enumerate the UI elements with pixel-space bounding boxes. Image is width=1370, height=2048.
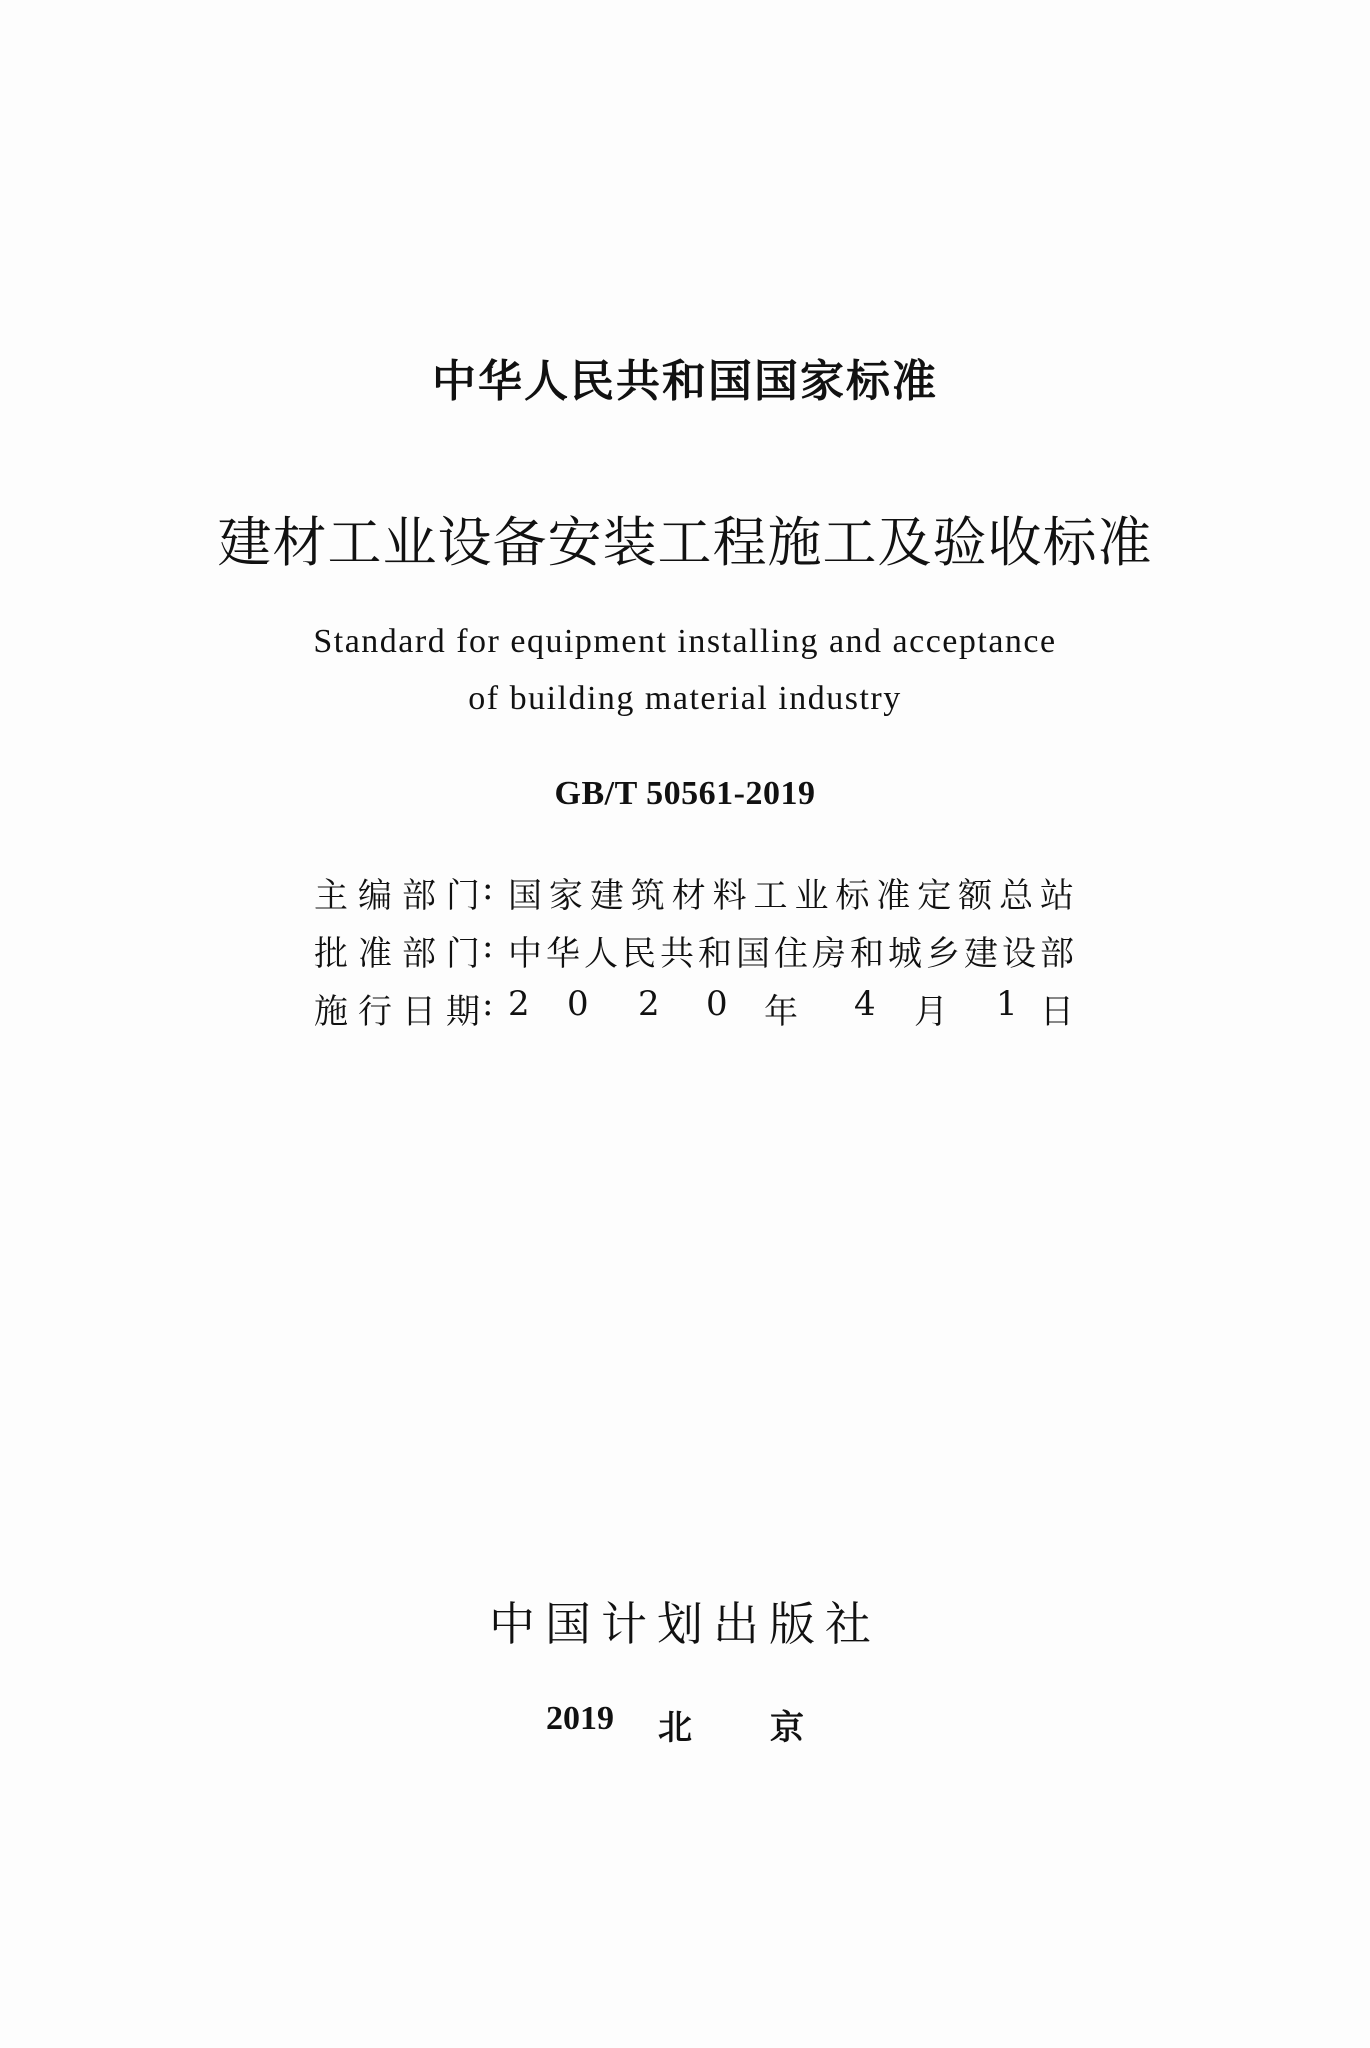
date-part: 日 xyxy=(1040,992,1074,1032)
approval-label: 批准部门 xyxy=(314,934,480,974)
date-part: 0 xyxy=(567,984,589,1024)
publication-city-char-2: 京 xyxy=(770,1708,804,1748)
effective-date-value xyxy=(508,984,1074,1034)
chief-editor-label: 主编部门 xyxy=(314,876,480,916)
publisher-name: 中国计划出版社 xyxy=(489,1597,881,1651)
date-part: 2 xyxy=(508,984,530,1024)
publication-year: 2019 xyxy=(546,1700,614,1737)
effective-date-label: 施行日期 xyxy=(314,992,480,1032)
date-part: 2 xyxy=(638,984,660,1024)
standard-code: GB/T 50561-2019 xyxy=(554,775,816,812)
english-title-line-1: Standard for equipment installing and acceptance xyxy=(313,623,1057,660)
date-part: 0 xyxy=(706,984,728,1024)
colon: : xyxy=(482,984,494,1024)
publication-city-char-1: 北 xyxy=(658,1708,692,1748)
effective-date-row xyxy=(314,984,1074,1034)
chief-editor-value: 国家建筑材料工业标准定额总站 xyxy=(508,876,1074,916)
chinese-title: 建材工业设备安装工程施工及验收标准 xyxy=(217,511,1153,574)
date-part: 年 xyxy=(764,992,798,1032)
national-standard-heading: 中华人民共和国国家标准 xyxy=(432,356,938,407)
english-title-line-2: of building material industry xyxy=(468,680,902,717)
colon: : xyxy=(482,926,494,966)
date-part: 1 xyxy=(996,984,1018,1024)
date-part: 月 xyxy=(914,992,948,1032)
approval-value: 中华人民共和国住房和城乡建设部 xyxy=(508,934,1074,974)
chief-editor-row xyxy=(314,868,1074,918)
date-part: 4 xyxy=(854,984,876,1024)
colon: : xyxy=(482,868,494,908)
approval-row xyxy=(314,926,1074,976)
